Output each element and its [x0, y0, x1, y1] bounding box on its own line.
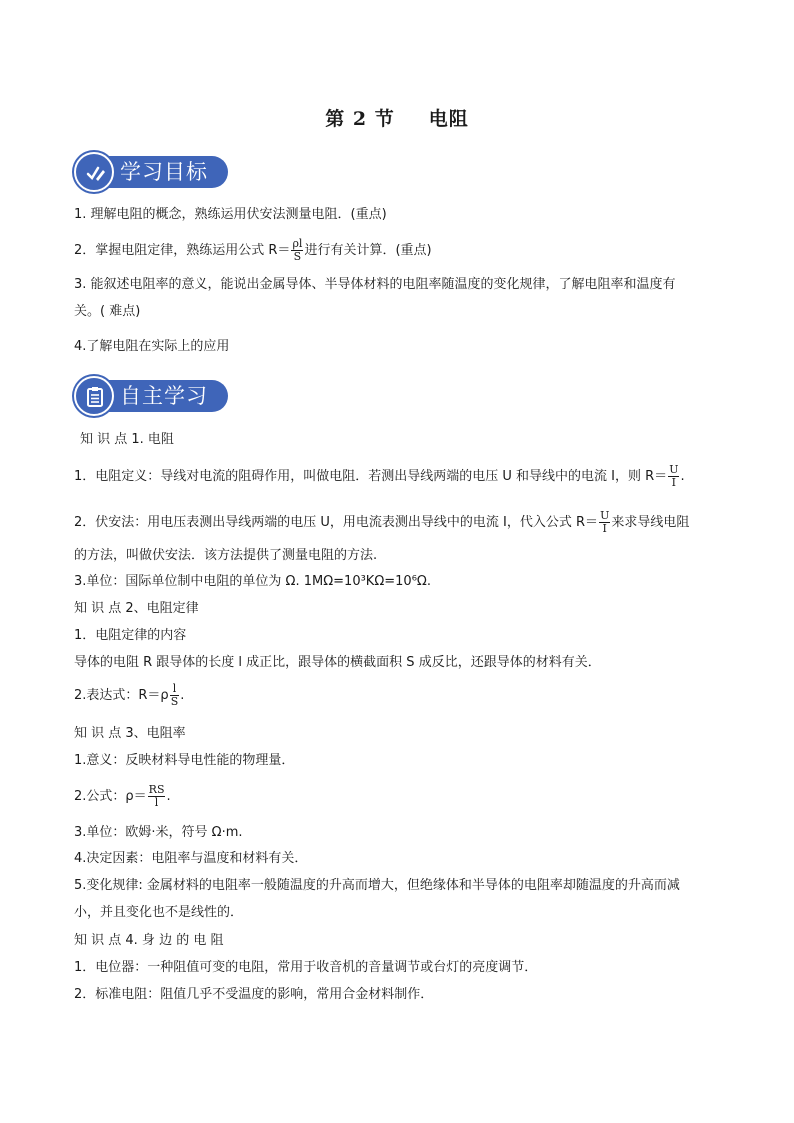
kp2-content: 导体的电阻 R 跟导体的长度 l 成正比，跟导体的横截面积 S 成反比，还跟导体的材料有关． — [74, 655, 601, 670]
title-section-number: 第 2 节 — [325, 108, 395, 130]
kp2-content-title: 1．电阻定律的内容 — [74, 628, 187, 643]
kp3-unit: 3.单位：欧姆·米，符号 Ω·m. — [74, 825, 243, 840]
page-title — [0, 104, 794, 131]
objective-4: 4.了解电阻在实际上的应用 — [74, 339, 230, 354]
kp4-item1: 1．电位器：一种阻值可变的电阻，常用于收音机的音量调节或台灯的亮度调节． — [74, 960, 538, 975]
kp2-heading: 知 识 点 2、电阻定律 — [74, 601, 199, 616]
kp3-meaning: 1.意义：反映材料导电性能的物理量． — [74, 753, 295, 768]
title-topic: 电阻 — [428, 108, 469, 130]
objective-3-line2: 关。( 难点) — [74, 304, 141, 319]
kp4-heading: 知 识 点 4. 身 边 的 电 阻 — [74, 933, 224, 948]
kp1-voltammetry-line2: 的方法，叫做伏安法．该方法提供了测量电阻的方法. — [74, 548, 378, 563]
pencil-check-icon — [84, 162, 106, 184]
fraction-l-over-s: $\frac{l}{S}$ — [170, 682, 179, 708]
kp1-definition: 1．电阻定义：导线对电流的阻碍作用，叫做电阻．若测出导线两端的电压 U 和导线中的电流 I，则 R＝ $\frac{U}{I}$ . — [74, 463, 685, 489]
kp3-formula: 2.公式：ρ＝ $\frac{RS}{l}$ . — [74, 783, 171, 809]
kp1-voltammetry: 2．伏安法：用电压表测出导线两端的电压 U，用电流表测出导线中的电流 I，代入公式 R＝ $\frac{U}{I}$ 来求导线电阻 — [74, 509, 690, 535]
kp2-expression: 2.表达式：R＝ρ $\frac{l}{S}$ . — [74, 682, 185, 708]
fraction-u-over-i: $\frac{U}{I}$ — [669, 463, 679, 489]
fraction-rs-over-l: $\frac{RS}{l}$ — [148, 783, 165, 809]
kp1-heading: 知 识 点 1. 电阻 — [80, 432, 174, 447]
kp3-factor: 4.决定因素：电阻率与温度和材料有关． — [74, 851, 308, 866]
objective-1: 1. 理解电阻的概念，熟练运用伏安法测量电阻．(重点) — [74, 207, 387, 222]
kp1-unit: 3.单位：国际单位制中电阻的单位为 Ω. 1MΩ=10³KΩ=10⁶Ω. — [74, 574, 431, 589]
section-title-objectives: 学习目标 — [120, 160, 208, 184]
kp4-item2: 2．标准电阻：阻值几乎不受温度的影响，常用合金材料制作． — [74, 987, 434, 1002]
fraction-u-over-i: $\frac{U}{I}$ — [600, 509, 610, 535]
clipboard-list-icon — [84, 386, 106, 408]
fraction-rho-l-over-s: $\frac{\rho l}{S}$ — [292, 237, 303, 263]
objective-2: 2．掌握电阻定律，熟练运用公式 R＝ $\frac{\rho l}{S}$ 进行有关计算．(重点) — [74, 237, 432, 263]
kp3-rule-line1: 5.变化规律: 金属材料的电阻率一般随温度的升高而增大，但绝缘体和半导体的电阻率却随温度的升高而减 — [74, 878, 680, 893]
kp3-rule-line2: 小，并且变化也不是线性的． — [74, 905, 244, 920]
section-title-self-study: 自主学习 — [120, 384, 208, 408]
kp3-heading: 知 识 点 3、电阻率 — [74, 726, 186, 741]
objective-3-line1: 3. 能叙述电阻率的意义，能说出金属导体、半导体材料的电阻率随温度的变化规律，了解电阻率和温度有 — [74, 277, 676, 292]
